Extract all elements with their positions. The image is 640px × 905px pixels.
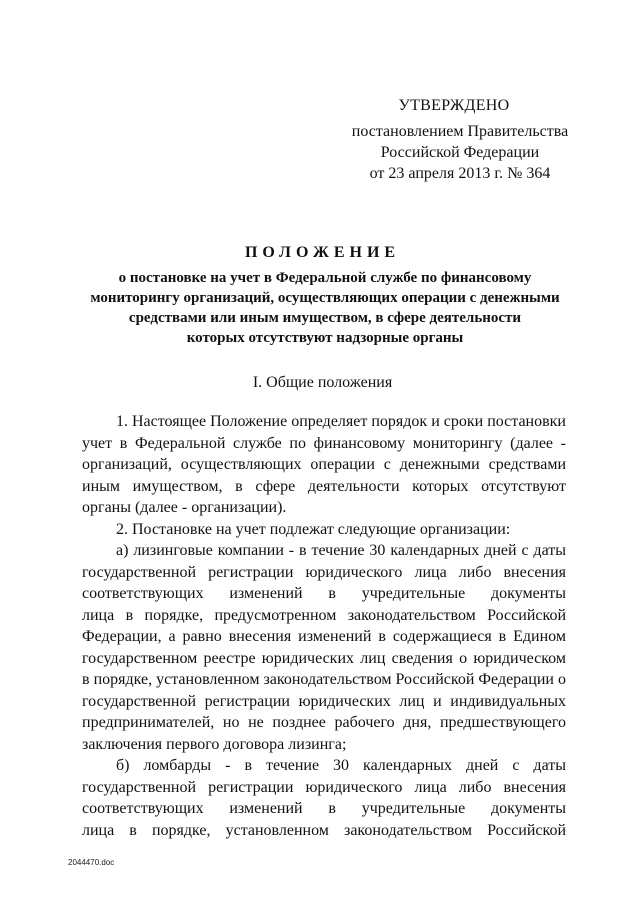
file-name-footer: 2044470.doc <box>68 858 115 867</box>
paragraph-2-line: 2. Постановке на учет подлежат следующие организации: <box>116 520 511 538</box>
subtitle-line: средствами или иным имуществом, в сфере деятельности <box>128 310 522 326</box>
paragraph-1-line: иным имуществом, в сфере деятельности которых отсутствуют <box>82 477 566 495</box>
section-heading: I. Общие положения <box>252 374 393 391</box>
item-a-line: а) лизинговые компании - в течение 30 календарных дней с даты <box>116 542 566 559</box>
item-a-line: соответствующих изменений в учредительные документы <box>82 585 566 602</box>
item-a-line: государственной регистрации юридических лиц и индивидуальных <box>82 692 566 710</box>
paragraph-1-line: органы (далее - организации). <box>82 499 287 516</box>
approval-block <box>340 95 580 184</box>
item-a-line: в порядке, установленном законодательством Российской Федерации о <box>82 671 566 688</box>
item-b-line: государственной регистрации юридического лица либо внесения <box>82 778 566 796</box>
paragraph-1-line: организаций, осуществляющих операции с денежными средствами <box>82 456 566 473</box>
subtitle-line: которых отсутствуют надзорные органы <box>186 330 464 346</box>
subtitle-line: о постановке на учет в Федеральной службе по финансовому <box>118 270 532 286</box>
approval-line-1: постановлением Правительства <box>351 123 569 140</box>
item-a-line: заключения первого договора лизинга; <box>82 735 347 753</box>
document-body <box>82 411 566 841</box>
item-b-line: лица в порядке, установленном законодательством Российской <box>82 821 566 839</box>
item-a-line: предпринимателей, но не позднее рабочего дня, предшествующего <box>82 714 566 731</box>
item-b-line: соответствующих изменений в учредительные документы <box>82 800 566 817</box>
approval-line-3: от 23 апреля 2013 г. № 364 <box>369 165 551 182</box>
item-a-line: лица в порядке, предусмотренном законодательством Российской <box>82 606 566 624</box>
approval-line-2: Российской Федерации <box>380 144 540 161</box>
document-title: ПОЛОЖЕНИЕ <box>244 244 401 261</box>
item-b-line: б) ломбарды - в течение 30 календарных дней с даты <box>116 757 566 774</box>
paragraph-1-line: 1. Настоящее Положение определяет порядок и сроки постановки <box>116 413 566 430</box>
item-a-line: государственной регистрации юридического лица либо внесения <box>82 563 566 581</box>
approval-stamp-heading: УТВЕРЖДЕНО <box>398 97 510 114</box>
document-subtitle <box>60 268 590 348</box>
subtitle-line: мониторингу организаций, осуществляющих операции с денежными <box>90 290 560 306</box>
paragraph-1-line: учет в Федеральной службе по финансовому мониторингу (далее - <box>82 434 566 452</box>
item-a-line: Федерации, а равно внесения изменений в содержащиеся в Едином <box>82 628 566 645</box>
item-a-line: государственном реестре юридических лиц сведения о юридическом <box>82 649 566 667</box>
